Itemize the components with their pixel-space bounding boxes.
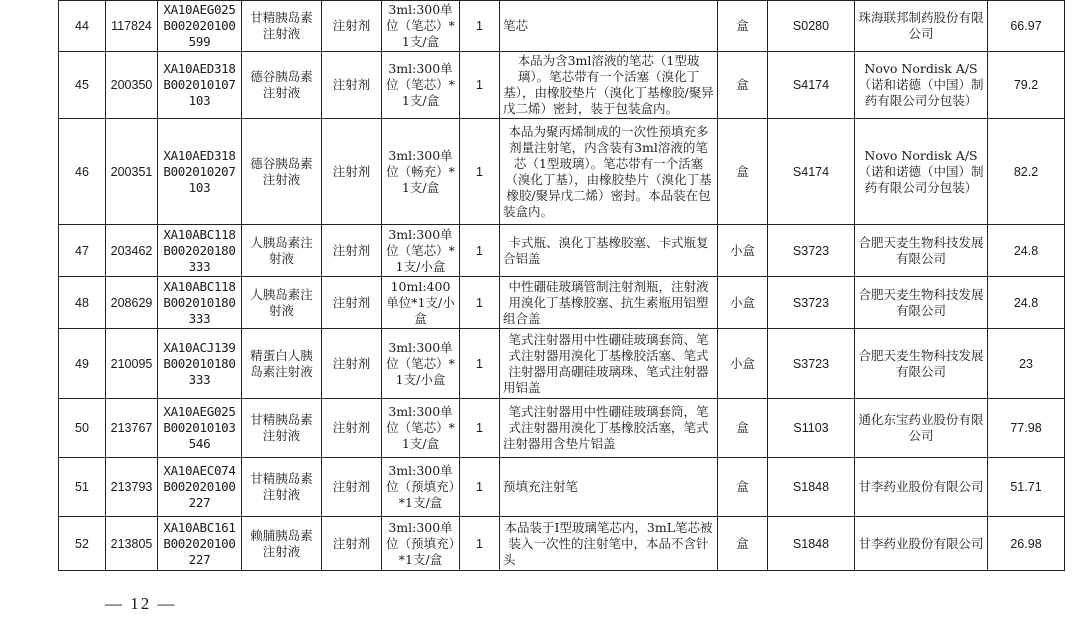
dosage-form-cell: 注射剂	[322, 277, 382, 329]
packaging-description-cell: 卡式瓶、溴化丁基橡胶塞、卡式瓶复合铝盖	[500, 225, 718, 277]
drug-name-cell: 人胰岛素注射液	[242, 225, 322, 277]
package-unit-cell: 盒	[718, 458, 768, 517]
category-code-cell: S3723	[768, 277, 855, 329]
drug-name-cell: 德谷胰岛素注射液	[242, 52, 322, 119]
packaging-description-cell: 笔式注射器用中性硼硅玻璃套筒、笔式注射器用溴化丁基橡胶活塞、笔式注射器用高硼硅玻璃珠、笔式注射器用铝盖	[500, 329, 718, 399]
package-unit-cell: 盒	[718, 119, 768, 225]
category-code-cell: S1103	[768, 399, 855, 458]
drug-code-cell: XA10ABC161B002020100227	[158, 517, 242, 571]
table-body	[59, 1, 1065, 571]
price-cell: 23	[988, 329, 1065, 399]
specification-cell: 3ml:300单位（笔芯）*1支/小盒	[382, 225, 460, 277]
drug-name-cell: 甘精胰岛素注射液	[242, 458, 322, 517]
category-code-cell: S3723	[768, 225, 855, 277]
drug-id-cell: 208629	[106, 277, 158, 329]
quantity-cell: 1	[460, 329, 500, 399]
category-code-cell: S0280	[768, 1, 855, 52]
packaging-description-cell: 笔式注射器用中性硼硅玻璃套筒，笔式注射器用溴化丁基橡胶活塞，笔式注射器用含垫片铝盖	[500, 399, 718, 458]
specification-cell: 3ml:300单位（笔芯）*1支/盒	[382, 1, 460, 52]
package-unit-cell: 小盒	[718, 329, 768, 399]
package-unit-cell: 盒	[718, 517, 768, 571]
price-cell: 66.97	[988, 1, 1065, 52]
drug-id-cell: 200350	[106, 52, 158, 119]
table-row	[59, 329, 1065, 399]
packaging-description-cell: 本品为聚丙烯制成的一次性预填充多剂量注射笔，内含装有3ml溶液的笔芯（1型玻璃）。笔芯带有一个活塞（溴化丁基），由橡胶垫片（溴化丁基橡胶/聚异戊二烯）密封。本品装在包装盒内。	[500, 119, 718, 225]
quantity-cell: 1	[460, 517, 500, 571]
drug-id-cell: 210095	[106, 329, 158, 399]
drug-name-cell: 德谷胰岛素注射液	[242, 119, 322, 225]
category-code-cell: S4174	[768, 52, 855, 119]
packaging-description-cell: 笔芯	[500, 1, 718, 52]
drug-code-cell: XA10ABC118B002020180333	[158, 225, 242, 277]
packaging-description-cell: 本品装于Ⅰ型玻璃笔芯内，3mL笔芯被装入一次性的注射笔中，本品不含针头	[500, 517, 718, 571]
table-row	[59, 517, 1065, 571]
table-row	[59, 1, 1065, 52]
quantity-cell: 1	[460, 277, 500, 329]
price-cell: 79.2	[988, 52, 1065, 119]
price-cell: 82.2	[988, 119, 1065, 225]
category-code-cell: S4174	[768, 119, 855, 225]
manufacturer-cell: 合肥天麦生物科技发展有限公司	[855, 277, 988, 329]
row-number-cell: 52	[59, 517, 106, 571]
price-cell: 24.8	[988, 277, 1065, 329]
packaging-description-cell: 预填充注射笔	[500, 458, 718, 517]
row-number-cell: 49	[59, 329, 106, 399]
manufacturer-cell: 通化东宝药业股份有限公司	[855, 399, 988, 458]
dosage-form-cell: 注射剂	[322, 119, 382, 225]
dosage-form-cell: 注射剂	[322, 399, 382, 458]
drug-code-cell: XA10AED318B002010107103	[158, 52, 242, 119]
row-number-cell: 46	[59, 119, 106, 225]
drug-id-cell: 117824	[106, 1, 158, 52]
price-cell: 26.98	[988, 517, 1065, 571]
dosage-form-cell: 注射剂	[322, 517, 382, 571]
drug-code-cell: XA10ABC118B002010180333	[158, 277, 242, 329]
packaging-description-cell: 本品为含3ml溶液的笔芯（1型玻璃）。笔芯带有一个活塞（溴化丁基），由橡胶垫片（溴化丁基橡胶/聚异戊二烯）密封，装于包装盒内。	[500, 52, 718, 119]
manufacturer-cell: 珠海联邦制药股份有限公司	[855, 1, 988, 52]
dosage-form-cell: 注射剂	[322, 329, 382, 399]
table-row	[59, 458, 1065, 517]
drug-code-cell: XA10AEG025B002020100599	[158, 1, 242, 52]
dosage-form-cell: 注射剂	[322, 458, 382, 517]
quantity-cell: 1	[460, 1, 500, 52]
package-unit-cell: 盒	[718, 52, 768, 119]
dosage-form-cell: 注射剂	[322, 52, 382, 119]
manufacturer-cell: 合肥天麦生物科技发展有限公司	[855, 225, 988, 277]
drug-name-cell: 甘精胰岛素注射液	[242, 1, 322, 52]
quantity-cell: 1	[460, 119, 500, 225]
packaging-description-cell: 中性硼硅玻璃管制注射剂瓶，注射液用溴化丁基橡胶塞、抗生素瓶用铝塑组合盖	[500, 277, 718, 329]
quantity-cell: 1	[460, 225, 500, 277]
dosage-form-cell: 注射剂	[322, 1, 382, 52]
row-number-cell: 50	[59, 399, 106, 458]
specification-cell: 3ml:300单位（笔芯）*1支/盒	[382, 399, 460, 458]
row-number-cell: 44	[59, 1, 106, 52]
category-code-cell: S3723	[768, 329, 855, 399]
manufacturer-cell: Novo Nordisk A/S（诺和诺德（中国）制药有限公司分包装）	[855, 52, 988, 119]
dosage-form-cell: 注射剂	[322, 225, 382, 277]
package-unit-cell: 小盒	[718, 225, 768, 277]
table-row	[59, 277, 1065, 329]
quantity-cell: 1	[460, 52, 500, 119]
package-unit-cell: 盒	[718, 1, 768, 52]
drug-code-cell: XA10AEG025B002010103546	[158, 399, 242, 458]
specification-cell: 3ml:300单位（畅充）*1支/盒	[382, 119, 460, 225]
drug-code-cell: XA10AEC074B002020100227	[158, 458, 242, 517]
row-number-cell: 51	[59, 458, 106, 517]
table-row	[59, 119, 1065, 225]
drug-name-cell: 赖脯胰岛素注射液	[242, 517, 322, 571]
price-cell: 24.8	[988, 225, 1065, 277]
drug-name-cell: 精蛋白人胰岛素注射液	[242, 329, 322, 399]
row-number-cell: 48	[59, 277, 106, 329]
specification-cell: 3ml:300单位（预填充）*1支/盒	[382, 458, 460, 517]
drug-id-cell: 203462	[106, 225, 158, 277]
package-unit-cell: 盒	[718, 399, 768, 458]
manufacturer-cell: 甘李药业股份有限公司	[855, 517, 988, 571]
row-number-cell: 47	[59, 225, 106, 277]
drug-id-cell: 213793	[106, 458, 158, 517]
drug-code-cell: XA10ACJ139B002010180333	[158, 329, 242, 399]
drug-code-cell: XA10AED318B002010207103	[158, 119, 242, 225]
specification-cell: 3ml:300单位（笔芯）*1支/盒	[382, 52, 460, 119]
manufacturer-cell: 甘李药业股份有限公司	[855, 458, 988, 517]
price-cell: 51.71	[988, 458, 1065, 517]
drug-name-cell: 人胰岛素注射液	[242, 277, 322, 329]
quantity-cell: 1	[460, 399, 500, 458]
drug-id-cell: 213767	[106, 399, 158, 458]
category-code-cell: S1848	[768, 517, 855, 571]
drug-id-cell: 213805	[106, 517, 158, 571]
specification-cell: 10ml:400单位*1支/小盒	[382, 277, 460, 329]
price-cell: 77.98	[988, 399, 1065, 458]
page-number: — 12 —	[105, 594, 177, 613]
specification-cell: 3ml:300单位（笔芯）*1支/小盒	[382, 329, 460, 399]
package-unit-cell: 小盒	[718, 277, 768, 329]
drug-name-cell: 甘精胰岛素注射液	[242, 399, 322, 458]
drug-price-table	[58, 0, 1065, 571]
table-row	[59, 225, 1065, 277]
table-row	[59, 399, 1065, 458]
manufacturer-cell: Novo Nordisk A/S（诺和诺德（中国）制药有限公司分包装）	[855, 119, 988, 225]
row-number-cell: 45	[59, 52, 106, 119]
quantity-cell: 1	[460, 458, 500, 517]
category-code-cell: S1848	[768, 458, 855, 517]
drug-id-cell: 200351	[106, 119, 158, 225]
manufacturer-cell: 合肥天麦生物科技发展有限公司	[855, 329, 988, 399]
table-row	[59, 52, 1065, 119]
specification-cell: 3ml:300单位（预填充）*1支/盒	[382, 517, 460, 571]
